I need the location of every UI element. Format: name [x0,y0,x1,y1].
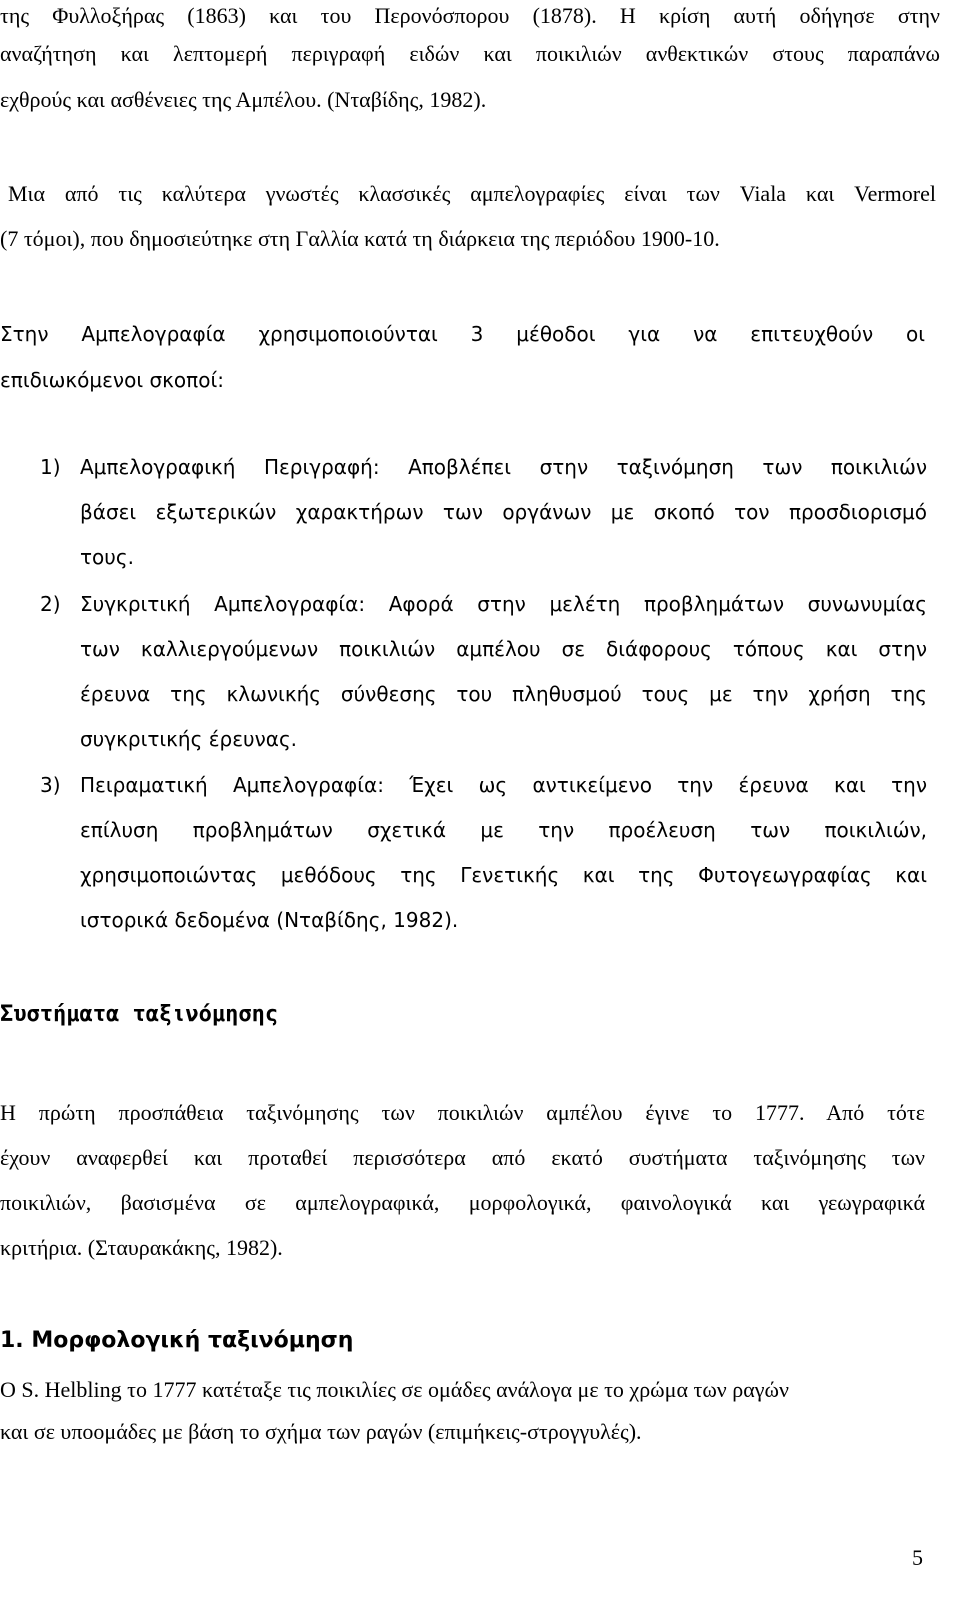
intro-line-2: αναζήτηση και λεπτομερή περιγραφή ειδών και ποικιλιών ανθεκτικών στους παραπάνω [0,41,940,66]
method-line: Αμπελογραφική Περιγραφή: Αποβλέπει στην ταξινόμηση των ποικιλιών [80,455,927,479]
method-line: τους. [80,545,134,569]
para2-line-2: (7 τόμοι), που δημοσιεύτηκε στη Γαλλία κατά τη διάρκεια της περιόδου 1900-10. [0,226,720,251]
method-number: 1) [40,455,61,479]
para5-line-1: Ο S. Helbling το 1777 κατέταξε τις ποικιλίες σε ομάδες ανάλογα με το χρώμα των ραγών [0,1377,789,1402]
para4-line-3: ποικιλιών, βασισμένα σε αμπελογραφικά, μορφολογικά, φαινολογικά και γεωγραφικά [0,1190,925,1215]
para3-line-2: επιδιωκόμενοι σκοποί: [0,368,224,392]
intro-line-1: της Φυλλοξήρας (1863) και του Περονόσπορου (1878). Η κρίση αυτή οδήγησε στην [0,3,940,28]
intro-line-3: εχθρούς και ασθένειες της Αμπέλου. (Νταβίδης, 1982). [0,87,487,112]
method-line: επίλυση προβλημάτων σχετικά με την προέλευση των ποικιλιών, [80,818,927,842]
para3-line-1: Στην Αμπελογραφία χρησιμοποιούνται 3 μέθοδοι για να επιτευχθούν οι [0,322,925,346]
para4-line-2: έχουν αναφερθεί και προταθεί περισσότερα από εκατό συστήματα ταξινόμησης των [0,1145,925,1170]
method-line: έρευνα της κλωνικής σύνθεσης του πληθυσμού τους με την χρήση της [80,682,927,706]
para4-line-4: κριτήρια. (Σταυρακάκης, 1982). [0,1235,283,1260]
page-number: 5 [912,1545,923,1570]
section-heading: Συστήματα ταξινόμησης [0,1002,279,1027]
method-line: συγκριτικής έρευνας. [80,727,298,751]
para2-line-1: Μια από τις καλύτερα γνωστές κλασσικές αμπελογραφίες είναι των Viala και Vermorel [8,181,936,206]
method-line: βάσει εξωτερικών χαρακτήρων των οργάνων με σκοπό τον προσδιορισμό [80,500,927,524]
para5-line-2: και σε υποομάδες με βάση το σχήμα των ραγών (επιμήκεις-στρογγυλές). [0,1419,642,1444]
subsection-heading: 1. Μορφολογική ταξινόμηση [0,1328,354,1353]
method-line: Συγκριτική Αμπελογραφία: Αφορά στην μελέτη προβλημάτων συνωνυμίας [80,592,927,616]
para4-line-1: Η πρώτη προσπάθεια ταξινόμησης των ποικιλιών αμπέλου έγινε το 1777. Από τότε [0,1100,925,1125]
method-number: 2) [40,592,61,616]
method-line: χρησιμοποιώντας μεθόδους της Γενετικής και της Φυτογεωγραφίας και [80,863,927,887]
method-line: ιστορικά δεδομένα (Νταβίδης, 1982). [80,908,459,932]
method-line: των καλλιεργούμενων ποικιλιών αμπέλου σε διάφορους τόπους και στην [80,637,927,661]
method-line: Πειραματική Αμπελογραφία: Έχει ως αντικείμενο την έρευνα και την [80,773,927,797]
method-number: 3) [40,773,61,797]
